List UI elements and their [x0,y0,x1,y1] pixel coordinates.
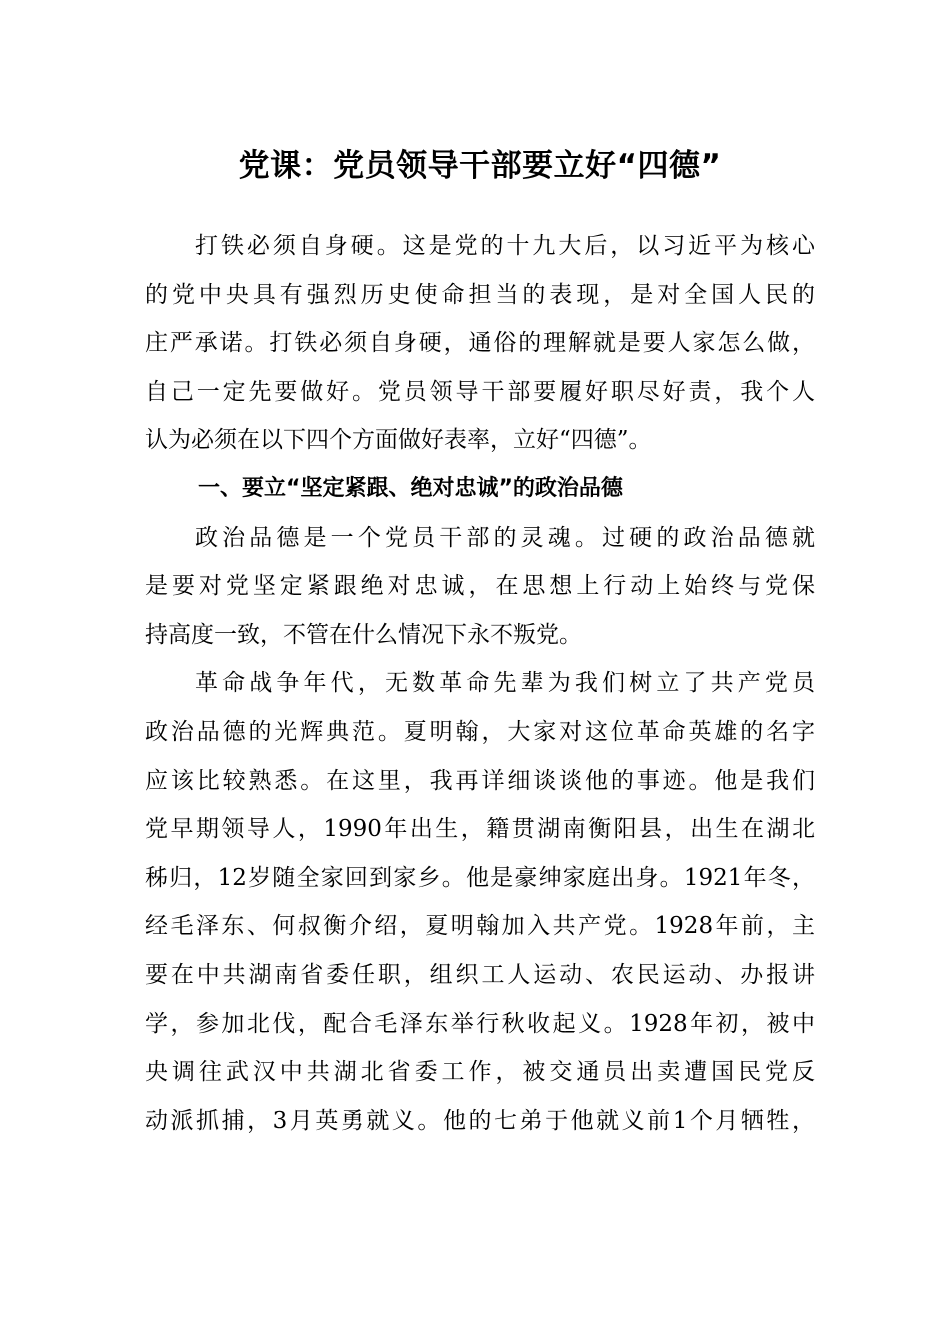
text-line: 央调往武汉中共湖北省委工作，被交通员出卖遭国民党反 [145,1059,815,1086]
paragraph-intro [145,222,815,465]
document-page [145,138,815,1145]
text-line: 秭归，12岁随全家回到家乡。他是豪绅家庭出身。1921年冬， [145,864,815,891]
text-line: 政治品德的光辉典范。夏明翰，大家对这位革命英雄的名字 [145,718,815,745]
text-line: 学，参加北伐，配合毛泽东举行秋收起义。1928年初，被中 [145,1010,815,1037]
paragraph-political-virtue [145,514,815,660]
text-line: 经毛泽东、何叔衡介绍，夏明翰加入共产党。1928年前，主 [145,913,815,940]
text-line: 认为必须在以下四个方面做好表率，立好“四德”。 [145,427,652,454]
document-body [145,222,815,1145]
text-line: 要在中共湖南省委任职，组织工人运动、农民运动、办报讲 [145,961,815,988]
text-line: 的党中央具有强烈历史使命担当的表现，是对全国人民的 [145,281,815,308]
text-line: 持高度一致，不管在什么情况下永不叛党。 [145,621,582,648]
text-line: 应该比较熟悉。在这里，我再详细谈谈他的事迹。他是我们 [145,767,815,794]
text-line: 自己一定先要做好。党员领导干部要履好职尽好责，我个人 [145,378,815,405]
text-line: 打铁必须自身硬。这是党的十九大后，以习近平为核心 [195,233,815,259]
text-line: 革命战争年代，无数革命先辈为我们树立了共产党员 [195,670,815,697]
text-line: 动派抓捕，3月英勇就义。他的七弟于他就义前1个月牺牲， [145,1107,815,1134]
text-line: 党早期领导人，1990年出生，籍贯湖南衡阳县，出生在湖北 [145,816,815,843]
text-line: 庄严承诺。打铁必须自身硬，通俗的理解就是要人家怎么做， [145,330,815,357]
document-title: 党课：党员领导干部要立好“四德” [238,148,722,184]
paragraph-xia-minghan [145,659,815,1145]
text-line: 政治品德是一个党员干部的灵魂。过硬的政治品德就 [195,524,815,551]
section-heading: 一、要立“坚定紧跟、绝对忠诚”的政治品德 [198,475,623,501]
text-line: 是要对党坚定紧跟绝对忠诚，在思想上行动上始终与党保 [145,573,815,600]
